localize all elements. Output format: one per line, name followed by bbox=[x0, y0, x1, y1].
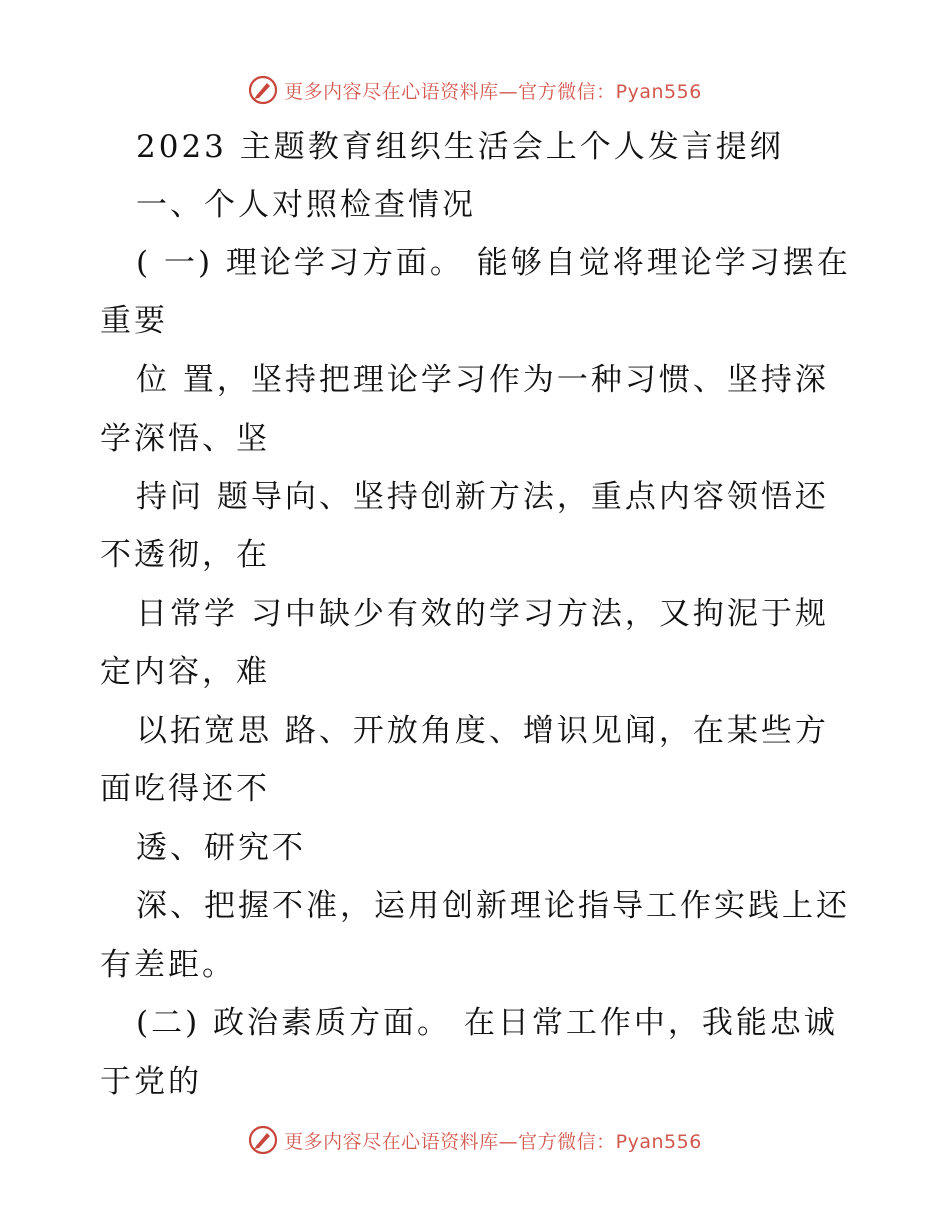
watermark-text: 更多内容尽在心语资料库—官方微信：Pyan556 bbox=[284, 1130, 702, 1153]
pen-seal-icon bbox=[248, 1125, 278, 1155]
paragraph-line: 于党的 bbox=[100, 1064, 202, 1100]
watermark-text: 更多内容尽在心语资料库—官方微信：Pyan556 bbox=[284, 80, 702, 103]
section-subheading: (二) 政治素质方面。 在日常工作中，我能忠诚 bbox=[136, 1005, 838, 1041]
paragraph-line: 有差距。 bbox=[100, 947, 236, 983]
document-title: 2023 主题教育组织生活会上个人发言提纲 bbox=[136, 129, 784, 165]
paragraph-line: 日常学 习中缺少有效的学习方法，又拘泥于规 bbox=[136, 596, 829, 632]
paragraph-line: 学深悟、坚 bbox=[100, 421, 270, 457]
paragraph-line: ( 一) 理论学习方面。 能够自觉将理论学习摆在 bbox=[136, 245, 851, 281]
paragraph-line: 定内容，难 bbox=[100, 654, 270, 690]
paragraph-line: 持问 题导向、坚持创新方法，重点内容领悟还 bbox=[136, 479, 829, 515]
paragraph-line: 面吃得还不 bbox=[100, 771, 270, 807]
paragraph-line: 以拓宽思 路、开放角度、增识见闻，在某些方 bbox=[136, 713, 829, 749]
paragraph-line: 不透彻，在 bbox=[100, 537, 270, 573]
section-heading: 一、个人对照检查情况 bbox=[136, 187, 476, 223]
paragraph-line: 深、把握不准，运用创新理论指导工作实践上还 bbox=[136, 888, 850, 924]
paragraph-line: 重要 bbox=[100, 303, 168, 339]
paragraph-line: 透、研究不 bbox=[136, 830, 306, 866]
paragraph-line: 位 置，坚持把理论学习作为一种习惯、坚持深 bbox=[136, 362, 829, 398]
watermark-banner-bottom bbox=[0, 1120, 950, 1160]
